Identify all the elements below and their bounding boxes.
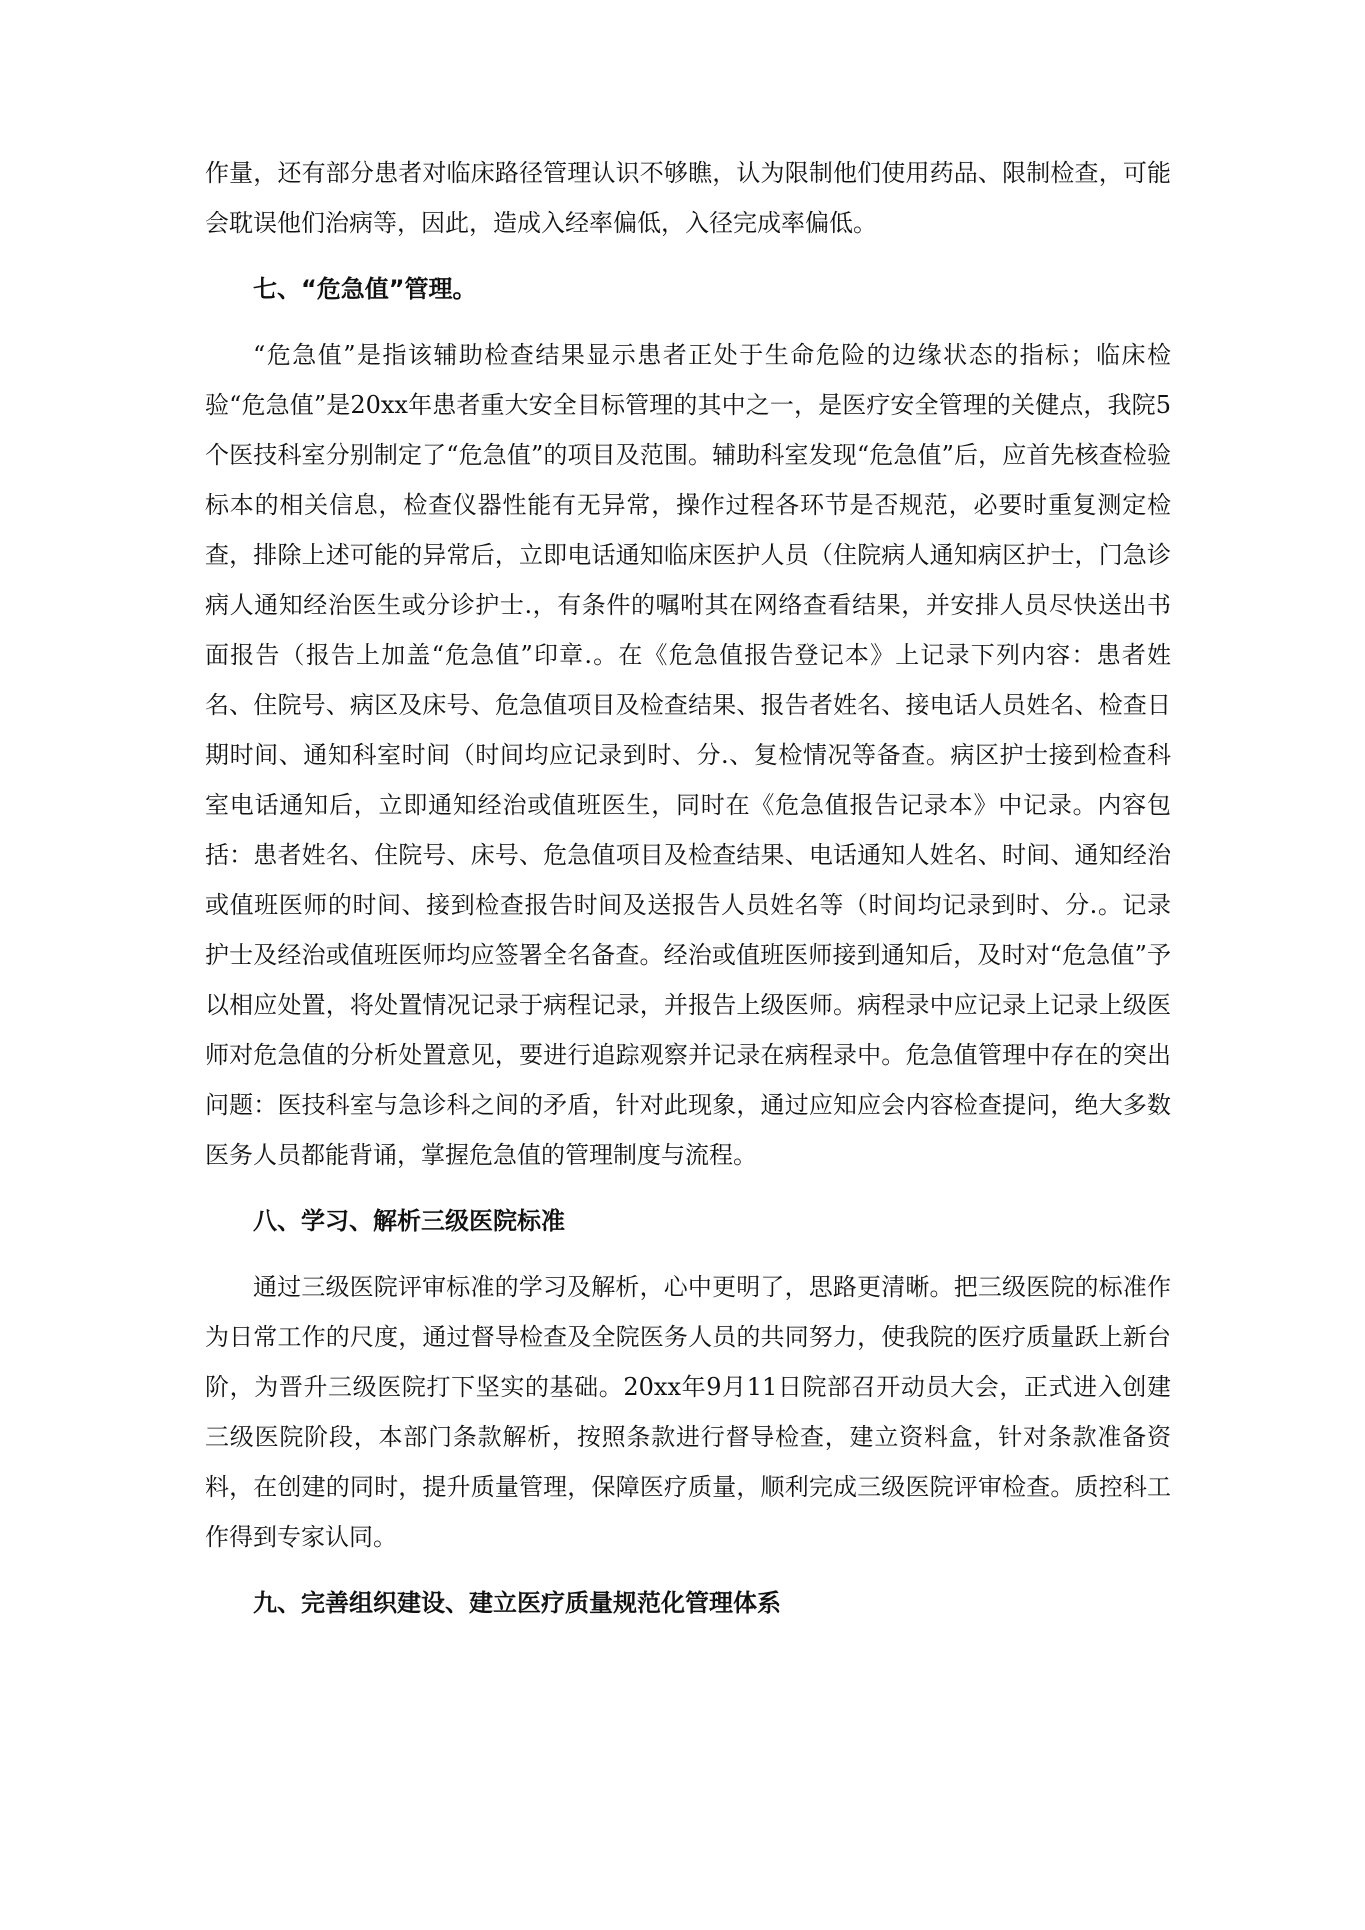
section-heading-9: 九、完善组织建设、建立医疗质量规范化管理体系 <box>253 1589 781 1617</box>
document-body <box>205 148 1171 1644</box>
section-heading-7: 七、“危急值”管理。 <box>253 275 477 303</box>
paragraph-continuation: 作量，还有部分患者对临床路径管理认识不够瞧，认为限制他们使用药品、限制检查，可能会耽误他们治病等，因此，造成入经率偏低，入径完成率偏低。 <box>205 159 1171 237</box>
paragraph-critical-value: “危急值”是指该辅助检查结果显示患者正处于生命危险的边缘状态的指标；临床检验“危急值”是20xx年患者重大安全目标管理的其中之一，是医疗安全管理的关健点，我院5个医技科室分别制定了“危急值”的项目及范围。辅助科室发现“危急值”后，应首先核查检验标本的相关信息，检查仪器性能有无异常，操作过程各环节是否规范，必要时重复测定检查，排除上述可能的异常后，立即电话通知临床医护人员（住院病人通知病区护士，门急诊病人通知经治医生或分诊护士.，有条件的嘱咐其在网络查看结果，并安排人员尽快送出书面报告（报告上加盖“危急值”印章.。在《危急值报告登记本》上记录下列内容：患者姓名、住院号、病区及床号、危急值项目及检查结果、报告者姓名、接电话人员姓名、检查日期时间、通知科室时间（时间均应记录到时、分.、复检情况等备查。病区护士接到检查科室电话通知后，立即通知经治或值班医生，同时在《危急值报告记录本》中记录。内容包括：患者姓名、住院号、床号、危急值项目及检查结果、电话通知人姓名、时间、通知经治或值班医师的时间、接到检查报告时间及送报告人员姓名等（时间均记录到时、分.。记录护士及经治或值班医师均应签署全名备查。经治或值班医师接到通知后，及时对“危急值”予以相应处置，将处置情况记录于病程记录，并报告上级医师。病程录中应记录上记录上级医师对危急值的分析处置意见，要进行追踪观察并记录在病程录中。危急值管理中存在的突出问题：医技科室与急诊科之间的矛盾，针对此现象，通过应知应会内容检查提问，绝大多数医务人员都能背诵，掌握危急值的管理制度与流程。 <box>205 341 1171 1169</box>
paragraph-tertiary-hospital-standards: 通过三级医院评审标准的学习及解析，心中更明了，思路更清晰。把三级医院的标准作为日常工作的尺度，通过督导检查及全院医务人员的共同努力，使我院的医疗质量跃上新台阶，为晋升三级医院打下坚实的基础。20xx年9月11日院部召开动员大会，正式进入创建三级医院阶段，本部门条款解析，按照条款进行督导检查，建立资料盒，针对条款准备资料，在创建的同时，提升质量管理，保障医疗质量，顺利完成三级医院评审检查。质控科工作得到专家认同。 <box>205 1273 1171 1551</box>
section-heading-8: 八、学习、解析三级医院标准 <box>253 1207 565 1235</box>
